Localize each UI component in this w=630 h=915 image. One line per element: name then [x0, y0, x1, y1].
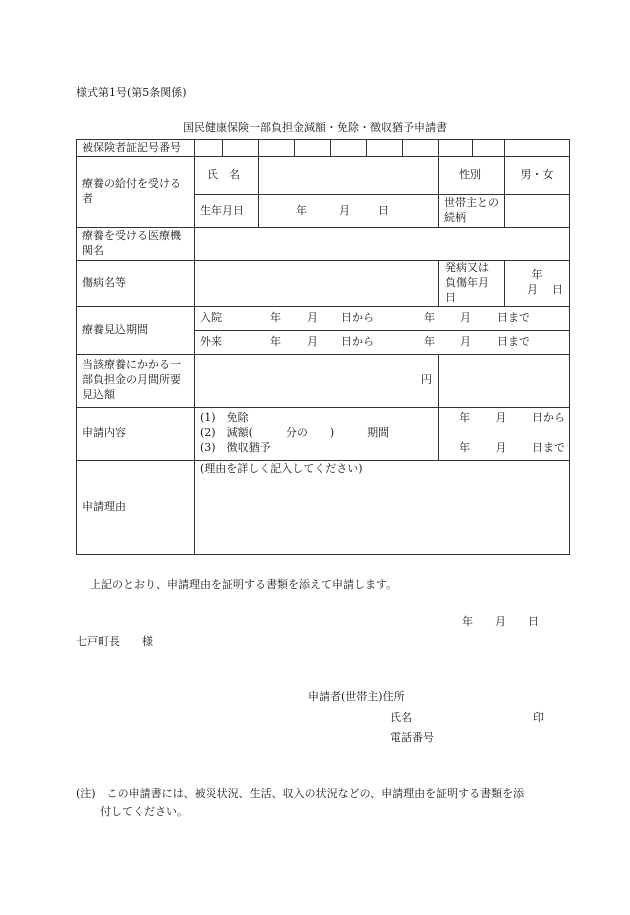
app-to-day: 日まで: [532, 441, 565, 455]
insured-number-cell-9[interactable]: [473, 140, 505, 157]
institution-field[interactable]: [195, 228, 570, 261]
option-deferral[interactable]: (3) 徴収猶予: [200, 440, 271, 454]
relation-field[interactable]: [505, 195, 570, 228]
insured-number-cell-10[interactable]: [505, 140, 570, 157]
outpatient-period-field[interactable]: [195, 330, 570, 354]
outpatient-to-month: 月: [460, 334, 471, 348]
sex-label: 性別: [439, 157, 505, 195]
outpatient-to-day: 日まで: [497, 334, 530, 348]
insured-number-cell-2[interactable]: [223, 140, 259, 157]
outpatient-to-year: 年: [424, 334, 435, 348]
statement: 上記のとおり、申請理由を証明する書類を添えて申請します。: [90, 578, 398, 591]
inpatient-label: 入院: [200, 310, 222, 324]
phone-label: 電話番号: [390, 731, 434, 744]
reason-label: 申請理由: [77, 460, 195, 554]
injury-label: 傷病名等: [77, 261, 195, 307]
name-label: 氏 名: [195, 157, 259, 195]
note-line-1: (注) この申請書には、被災状況、生活、収入の状況などの、申請理由を証明する書類を添: [76, 787, 525, 800]
insured-number-cell-1[interactable]: [195, 140, 223, 157]
form-id: 様式第1号(第5条関係): [76, 86, 187, 99]
recipient-name-row: [77, 157, 570, 195]
outpatient-label: 外来: [200, 334, 222, 348]
outpatient-from-day: 日から: [341, 334, 374, 348]
outpatient-from-year: 年: [270, 334, 281, 348]
institution-label: 療養を受ける医療機関名: [77, 228, 195, 261]
onset-day: 日: [552, 283, 563, 297]
birthdate-field[interactable]: [259, 195, 439, 228]
inpatient-row: [77, 306, 570, 330]
note-line-2: 付してください。: [100, 805, 188, 818]
copay-label: 当該療養にかかる一部負担金の月間所要見込額: [77, 354, 195, 407]
option-reduction[interactable]: (2) 減額( 分の ) 期間: [200, 426, 390, 440]
institution-row: [77, 228, 570, 261]
birth-month: 月: [339, 203, 350, 217]
reason-hint: (理由を詳しく記入してください): [200, 461, 363, 475]
name-field[interactable]: [259, 157, 439, 195]
applicant-address-label: 申請者(世帯主)住所: [308, 690, 405, 703]
insured-number-cell-5[interactable]: [331, 140, 367, 157]
copay-blank: [439, 354, 570, 407]
onset-label: 発病又は負傷年月日: [439, 261, 505, 307]
onset-year: 年: [531, 268, 543, 282]
form-title: 国民健康保険一部負担金減額・免除・徴収猶予申請書: [183, 121, 447, 134]
inpatient-to-year: 年: [424, 310, 435, 324]
inpatient-to-month: 月: [460, 310, 471, 324]
app-to-year: 年: [459, 441, 470, 455]
injury-field[interactable]: [195, 261, 439, 307]
birth-day: 日: [378, 203, 389, 217]
inpatient-from-day: 日から: [341, 310, 374, 324]
copay-row: [77, 354, 570, 407]
inpatient-from-year: 年: [270, 310, 281, 324]
birthdate-label: 生年月日: [195, 195, 259, 228]
injury-row: [77, 261, 570, 307]
insured-number-cell-7[interactable]: [403, 140, 439, 157]
insured-number-cell-6[interactable]: [367, 140, 403, 157]
relation-label: 世帯主との続柄: [439, 195, 505, 228]
insured-number-label: 被保険者証記号番号: [77, 140, 195, 157]
insured-number-cell-4[interactable]: [295, 140, 331, 157]
date-line[interactable]: 年 月 日: [462, 615, 539, 628]
period-label: 療養見込期間: [77, 306, 195, 354]
app-from-year: 年: [459, 411, 470, 425]
copay-amount-field[interactable]: [195, 354, 439, 407]
reason-field[interactable]: [195, 460, 570, 554]
insured-number-cell-8[interactable]: [439, 140, 473, 157]
application-label: 申請内容: [77, 407, 195, 460]
app-from-month: 月: [495, 411, 507, 425]
onset-month: 月: [527, 283, 538, 297]
inpatient-period-field[interactable]: [195, 306, 570, 330]
onset-field[interactable]: [505, 261, 570, 307]
insured-number-cell-3[interactable]: [259, 140, 295, 157]
seal-label: 印: [533, 711, 544, 724]
insured-number-row: [77, 140, 570, 157]
sex-value[interactable]: 男・女: [505, 157, 570, 195]
application-period-field[interactable]: [439, 407, 570, 460]
app-to-month: 月: [495, 441, 507, 455]
application-table: [76, 139, 570, 555]
application-content-row: [77, 407, 570, 460]
app-from-day: 日から: [532, 411, 565, 425]
birth-year: 年: [296, 203, 307, 217]
inpatient-to-day: 日まで: [497, 310, 530, 324]
application-options[interactable]: [195, 407, 439, 460]
reason-row: [77, 460, 570, 554]
inpatient-from-month: 月: [307, 310, 318, 324]
recipient-label: 療養の給付を受ける者: [77, 157, 195, 228]
applicant-name-label: 氏名: [390, 711, 412, 724]
yen-unit: 円: [421, 373, 432, 387]
outpatient-from-month: 月: [307, 334, 318, 348]
option-exemption[interactable]: (1) 免除: [200, 411, 249, 425]
addressee: 七戸町長 様: [76, 635, 153, 648]
